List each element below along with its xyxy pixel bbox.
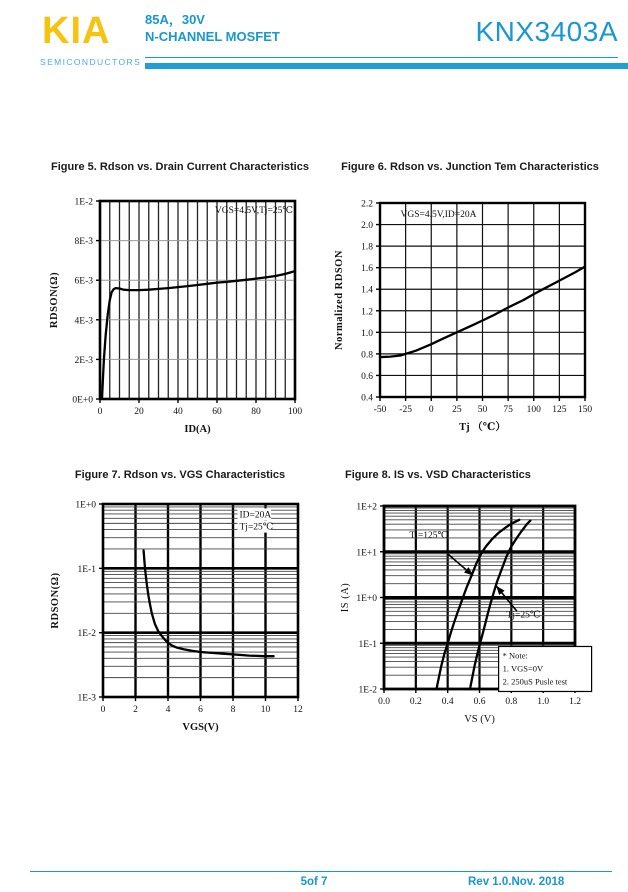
svg-text:1E-3: 1E-3 xyxy=(77,693,96,704)
footer-rule xyxy=(30,871,612,872)
header-device-info xyxy=(145,11,280,45)
svg-text:1.6: 1.6 xyxy=(361,264,373,275)
svg-text:10: 10 xyxy=(260,705,271,715)
svg-text:ID=20A: ID=20A xyxy=(239,510,272,521)
svg-text:VS (V): VS (V) xyxy=(464,714,495,725)
kia-logo: KIA xyxy=(42,10,111,52)
chart-fig8 xyxy=(330,493,600,737)
svg-text:RDSON(Ω): RDSON(Ω) xyxy=(49,271,60,329)
svg-text:* Note:: * Note: xyxy=(502,650,528,661)
svg-text:0: 0 xyxy=(97,407,103,417)
svg-text:0.4: 0.4 xyxy=(361,393,373,404)
chart-fig5 xyxy=(40,189,310,447)
figure-7 xyxy=(40,469,320,750)
svg-text:1E-1: 1E-1 xyxy=(77,564,96,575)
svg-text:0.2: 0.2 xyxy=(409,697,422,707)
svg-text:150: 150 xyxy=(577,405,593,415)
svg-text:VGS(V): VGS(V) xyxy=(182,722,219,733)
svg-text:-25: -25 xyxy=(399,405,412,415)
svg-text:1E+0: 1E+0 xyxy=(75,500,96,511)
svg-text:0.8: 0.8 xyxy=(505,697,518,707)
svg-text:100: 100 xyxy=(287,407,303,417)
svg-text:25: 25 xyxy=(452,405,462,415)
header-rule-thick xyxy=(145,63,628,69)
svg-text:2.2: 2.2 xyxy=(361,199,373,210)
chart-fig7 xyxy=(40,491,313,745)
svg-text:Tj=25℃: Tj=25℃ xyxy=(239,522,274,533)
svg-text:40: 40 xyxy=(173,407,183,417)
figure-7-title: Figure 7. Rdson vs. VGS Characteristics xyxy=(74,469,286,481)
svg-text:1.0: 1.0 xyxy=(537,697,550,707)
part-number: KNX3403A xyxy=(475,16,618,47)
chart-fig6 xyxy=(330,189,600,447)
rating-line: 85A，30V xyxy=(145,12,205,27)
figure-8-chart xyxy=(330,493,610,742)
svg-text:1E+1: 1E+1 xyxy=(356,548,377,559)
figure-8 xyxy=(330,469,610,742)
svg-text:Normalized RDSON: Normalized RDSON xyxy=(334,250,345,350)
figure-7-chart xyxy=(40,491,320,750)
figure-6 xyxy=(330,161,610,452)
svg-text:0.6: 0.6 xyxy=(473,697,486,707)
svg-text:4E-3: 4E-3 xyxy=(74,316,93,327)
svg-text:8E-3: 8E-3 xyxy=(74,237,93,248)
figure-8-title: Figure 8. IS vs. VSD Characteristics xyxy=(345,469,531,481)
svg-text:1. VGS=0V: 1. VGS=0V xyxy=(502,663,544,674)
svg-text:4: 4 xyxy=(165,705,171,715)
svg-text:VGS=4.5V,ID=20A: VGS=4.5V,ID=20A xyxy=(400,210,477,221)
svg-text:0: 0 xyxy=(100,705,106,715)
figure-5-chart xyxy=(40,189,320,452)
svg-text:1E+2: 1E+2 xyxy=(356,502,377,513)
svg-text:1.2: 1.2 xyxy=(361,307,373,318)
svg-text:RDSON(Ω): RDSON(Ω) xyxy=(50,572,61,629)
svg-text:80: 80 xyxy=(251,407,261,417)
svg-text:20: 20 xyxy=(134,407,144,417)
svg-text:75: 75 xyxy=(503,405,513,415)
svg-text:1.0: 1.0 xyxy=(361,328,373,339)
kia-logo-subtext: SEMICONDUCTORS xyxy=(40,57,142,67)
svg-text:1E-2: 1E-2 xyxy=(358,685,377,696)
figure-5-title: Figure 5. Rdson vs. Drain Current Characteristics xyxy=(51,161,309,173)
svg-text:1.8: 1.8 xyxy=(361,242,373,253)
svg-text:125: 125 xyxy=(552,405,567,415)
svg-text:Tj=25℃: Tj=25℃ xyxy=(506,610,541,621)
revision-label: Rev 1.0.Nov. 2018 xyxy=(468,876,565,888)
svg-text:60: 60 xyxy=(212,407,222,417)
svg-text:0: 0 xyxy=(428,405,434,415)
svg-text:0.0: 0.0 xyxy=(378,697,390,707)
page-indicator: 5of 7 xyxy=(300,876,328,888)
svg-text:1E-1: 1E-1 xyxy=(358,639,377,650)
svg-text:1E-2: 1E-2 xyxy=(74,197,93,208)
svg-text:2E-3: 2E-3 xyxy=(74,355,93,366)
figure-5 xyxy=(40,161,320,452)
svg-text:2.0: 2.0 xyxy=(361,221,373,232)
svg-text:1.2: 1.2 xyxy=(569,697,581,707)
device-type-line: N-CHANNEL MOSFET xyxy=(145,29,280,44)
svg-text:IS (A): IS (A) xyxy=(340,582,351,613)
svg-text:0.8: 0.8 xyxy=(361,350,373,361)
svg-text:VGS=4.5V,Tj=25℃: VGS=4.5V,Tj=25℃ xyxy=(214,205,294,216)
svg-text:Tj=125℃: Tj=125℃ xyxy=(409,530,449,541)
svg-text:12: 12 xyxy=(293,705,303,715)
svg-text:0.4: 0.4 xyxy=(441,697,454,707)
svg-text:1.4: 1.4 xyxy=(361,285,373,296)
figure-6-title: Figure 6. Rdson vs. Junction Tem Characteristics xyxy=(341,161,599,173)
svg-text:2: 2 xyxy=(133,705,138,715)
svg-text:-50: -50 xyxy=(373,405,387,415)
header-rule-thin xyxy=(145,57,618,58)
svg-text:ID(A): ID(A) xyxy=(184,424,211,435)
svg-text:0E+0: 0E+0 xyxy=(72,395,93,406)
svg-text:Tj （℃）: Tj （℃） xyxy=(459,422,506,433)
svg-text:100: 100 xyxy=(526,405,541,415)
svg-text:8: 8 xyxy=(230,705,236,715)
svg-text:6: 6 xyxy=(198,705,203,715)
svg-text:1E-2: 1E-2 xyxy=(77,629,96,640)
svg-text:1E+0: 1E+0 xyxy=(356,594,377,604)
figure-6-chart xyxy=(330,189,610,452)
svg-text:0.6: 0.6 xyxy=(361,371,373,382)
svg-text:50: 50 xyxy=(477,405,488,415)
svg-text:6E-3: 6E-3 xyxy=(74,276,93,287)
svg-text:2. 250uS Pusle test: 2. 250uS Pusle test xyxy=(502,676,568,687)
